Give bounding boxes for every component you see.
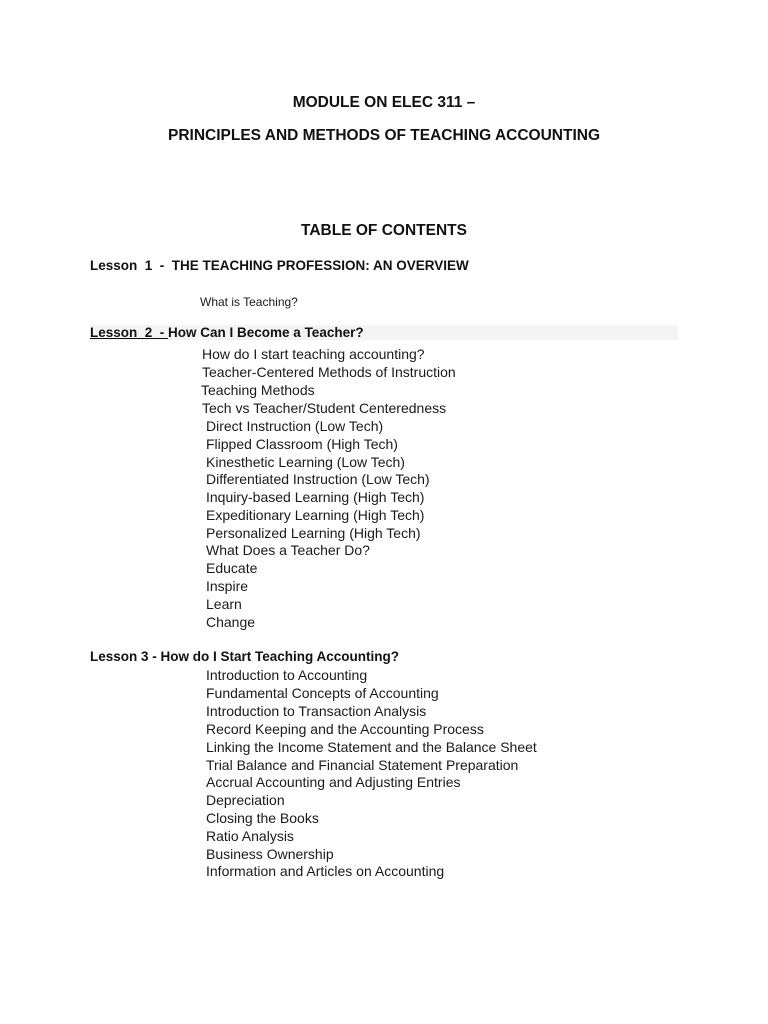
lesson-3-topic: Linking the Income Statement and the Balance Sheet: [206, 739, 537, 755]
lesson-2-topic: Differentiated Instruction (Low Tech): [206, 471, 430, 487]
lesson-2-topic: Personalized Learning (High Tech): [206, 525, 421, 541]
lesson-2-topic: Expeditionary Learning (High Tech): [206, 507, 425, 523]
lesson-2-topic: Flipped Classroom (High Tech): [206, 436, 398, 452]
lesson-3-topic: Closing the Books: [206, 810, 319, 826]
toc-heading: TABLE OF CONTENTS: [301, 222, 467, 239]
module-title: MODULE ON ELEC 311 –: [292, 94, 476, 111]
lesson-3-topic: Record Keeping and the Accounting Process: [206, 721, 484, 737]
lesson-3-topic: Fundamental Concepts of Accounting: [206, 685, 439, 701]
lesson-1-heading: Lesson 1 - THE TEACHING PROFESSION: AN OVERVIEW: [90, 258, 469, 273]
lesson-3-topic: Depreciation: [206, 792, 285, 808]
lesson-2-topic: Educate: [206, 560, 258, 576]
lesson-2-topic: Inspire: [206, 578, 249, 594]
lesson-2-topic: Direct Instruction (Low Tech): [206, 418, 384, 434]
lesson-3-topic: Ratio Analysis: [206, 828, 294, 844]
lesson-2-heading: [90, 325, 678, 340]
lesson-3-heading: Lesson 3 - How do I Start Teaching Accounting?: [90, 649, 400, 664]
lesson-2-topic: What Does a Teacher Do?: [206, 542, 370, 558]
lesson-2-topic: Teaching Methods: [201, 382, 315, 398]
lesson-2-topic: Learn: [206, 596, 242, 612]
lesson-3-topic: Accrual Accounting and Adjusting Entries: [206, 774, 461, 790]
lesson-2-topic: How do I start teaching accounting?: [202, 346, 425, 362]
lesson-3-topic: Information and Articles on Accounting: [206, 863, 445, 879]
lesson-2-topic: Tech vs Teacher/Student Centeredness: [202, 400, 447, 416]
lesson-1-topic: What is Teaching?: [200, 295, 298, 309]
lesson-3-topic: Trial Balance and Financial Statement Preparation: [206, 757, 519, 773]
lesson-2-topic: Change: [206, 614, 256, 630]
course-title: PRINCIPLES AND METHODS OF TEACHING ACCOUNTING: [168, 127, 600, 144]
lesson-3-topic: Introduction to Accounting: [206, 667, 368, 683]
lesson-3-topic: Business Ownership: [206, 846, 334, 862]
lesson-2-topic: Teacher-Centered Methods of Instruction: [202, 364, 456, 380]
lesson-2-prefix: Lesson 2 -: [90, 325, 169, 340]
lesson-2-title: How Can I Become a Teacher?: [168, 325, 364, 340]
lesson-3-topic: Introduction to Transaction Analysis: [206, 703, 427, 719]
lesson-2-topic: Kinesthetic Learning (Low Tech): [206, 454, 405, 470]
lesson-2-topic: Inquiry-based Learning (High Tech): [206, 489, 425, 505]
